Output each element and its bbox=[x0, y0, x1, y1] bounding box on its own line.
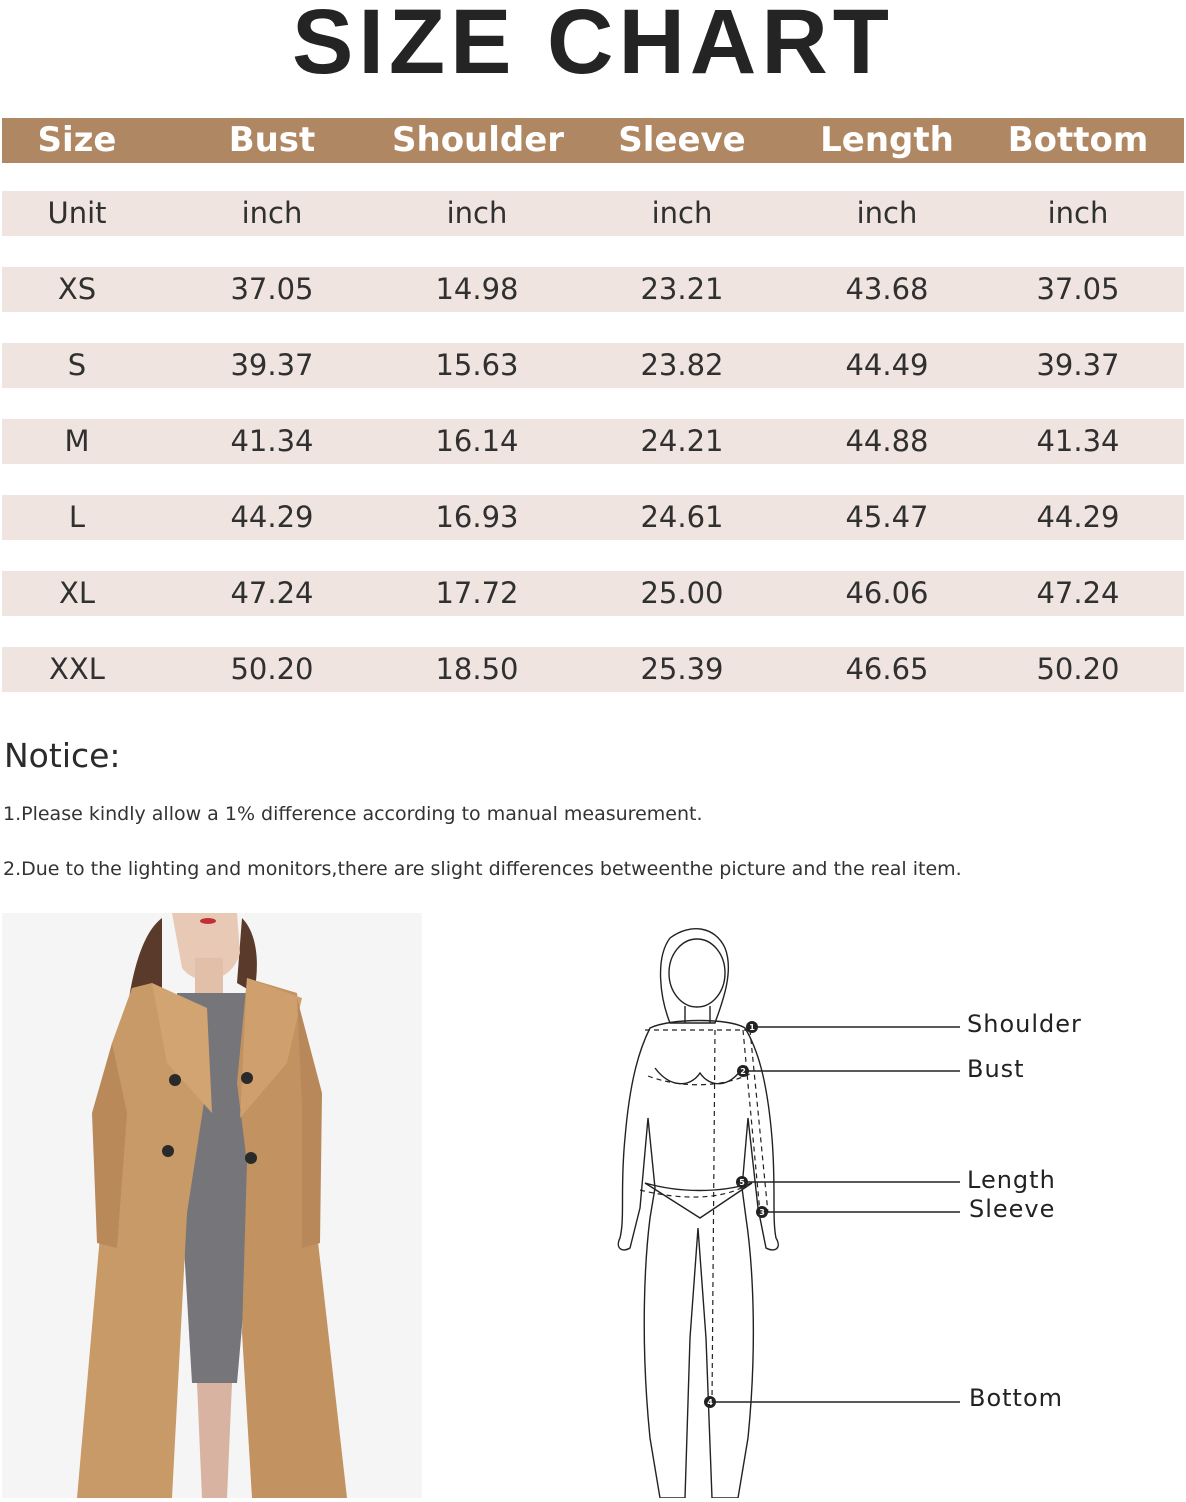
table-cell: 25.39 bbox=[640, 652, 724, 686]
table-cell: XL bbox=[58, 576, 96, 610]
table-cell: XS bbox=[57, 272, 97, 306]
table-cell: 25.00 bbox=[640, 576, 724, 610]
table-cell: 14.98 bbox=[435, 272, 519, 306]
header-cell-size: Size bbox=[37, 120, 117, 160]
coat-illustration bbox=[2, 913, 422, 1498]
marker-5: 5 bbox=[739, 1178, 745, 1187]
table-cell: 16.14 bbox=[435, 424, 519, 458]
table-cell: inch bbox=[1047, 196, 1109, 230]
notice-item: 2.Due to the lighting and monitors,there are slight differences betweenthe picture and the real item. bbox=[3, 858, 962, 880]
table-cell: M bbox=[64, 424, 90, 458]
marker-4: 4 bbox=[707, 1398, 713, 1407]
label-shoulder: Shoulder bbox=[967, 1010, 1082, 1038]
page-title: SIZE CHART bbox=[292, 0, 894, 93]
table-cell: inch bbox=[446, 196, 508, 230]
table-cell: 23.21 bbox=[640, 272, 724, 306]
label-length: Length bbox=[967, 1166, 1056, 1194]
header-cell-sleeve: Sleeve bbox=[618, 120, 746, 160]
table-cell: 46.65 bbox=[845, 652, 929, 686]
table-row-l bbox=[2, 495, 1184, 540]
product-photo bbox=[2, 913, 422, 1498]
table-cell: 41.34 bbox=[230, 424, 314, 458]
header-cell-bottom: Bottom bbox=[1007, 120, 1149, 160]
table-header-row bbox=[2, 118, 1184, 163]
table-cell: 18.50 bbox=[435, 652, 519, 686]
label-bust: Bust bbox=[967, 1055, 1025, 1083]
table-cell: 47.24 bbox=[230, 576, 314, 610]
table-cell: 44.29 bbox=[1036, 500, 1120, 534]
table-cell: 39.37 bbox=[1036, 348, 1120, 382]
table-cell: 23.82 bbox=[640, 348, 724, 382]
table-cell: XXL bbox=[49, 652, 105, 686]
table-cell: 50.20 bbox=[230, 652, 314, 686]
table-row-m bbox=[2, 419, 1184, 464]
table-cell: 41.34 bbox=[1036, 424, 1120, 458]
table-cell: inch bbox=[856, 196, 918, 230]
table-row-xxl bbox=[2, 647, 1184, 692]
table-cell: 24.21 bbox=[640, 424, 724, 458]
table-row-unit bbox=[2, 191, 1184, 236]
table-cell: 15.63 bbox=[435, 348, 519, 382]
table-cell: 43.68 bbox=[845, 272, 929, 306]
notice-item: 1.Please kindly allow a 1% difference according to manual measurement. bbox=[3, 803, 703, 825]
measurement-diagram bbox=[600, 918, 1186, 1498]
table-cell: L bbox=[68, 500, 86, 534]
header-cell-length: Length bbox=[820, 120, 954, 160]
header-cell-bust: Bust bbox=[228, 120, 316, 160]
table-cell: 16.93 bbox=[435, 500, 519, 534]
table-cell: 47.24 bbox=[1036, 576, 1120, 610]
table-cell: inch bbox=[651, 196, 713, 230]
table-cell: 17.72 bbox=[435, 576, 519, 610]
marker-2: 2 bbox=[740, 1067, 746, 1076]
header-cell-shoulder: Shoulder bbox=[392, 120, 565, 160]
table-cell: S bbox=[67, 348, 87, 382]
table-row-xl bbox=[2, 571, 1184, 616]
table-cell: 24.61 bbox=[640, 500, 724, 534]
table-cell: 44.49 bbox=[845, 348, 929, 382]
table-cell: Unit bbox=[47, 196, 107, 230]
label-bottom: Bottom bbox=[969, 1384, 1064, 1412]
table-cell: 44.29 bbox=[230, 500, 314, 534]
table-cell: 39.37 bbox=[230, 348, 314, 382]
body-outline-illustration bbox=[600, 918, 1186, 1498]
marker-1: 1 bbox=[749, 1023, 755, 1032]
table-cell: 37.05 bbox=[230, 272, 314, 306]
table-row-s bbox=[2, 343, 1184, 388]
marker-3: 3 bbox=[759, 1208, 765, 1217]
table-cell: 44.88 bbox=[845, 424, 929, 458]
table-cell: 45.47 bbox=[845, 500, 929, 534]
notice-title: Notice: bbox=[4, 736, 121, 775]
table-cell: 37.05 bbox=[1036, 272, 1120, 306]
table-cell: 46.06 bbox=[845, 576, 929, 610]
label-sleeve: Sleeve bbox=[969, 1195, 1056, 1223]
table-cell: 50.20 bbox=[1036, 652, 1120, 686]
table-cell: inch bbox=[241, 196, 303, 230]
table-row-xs bbox=[2, 267, 1184, 312]
